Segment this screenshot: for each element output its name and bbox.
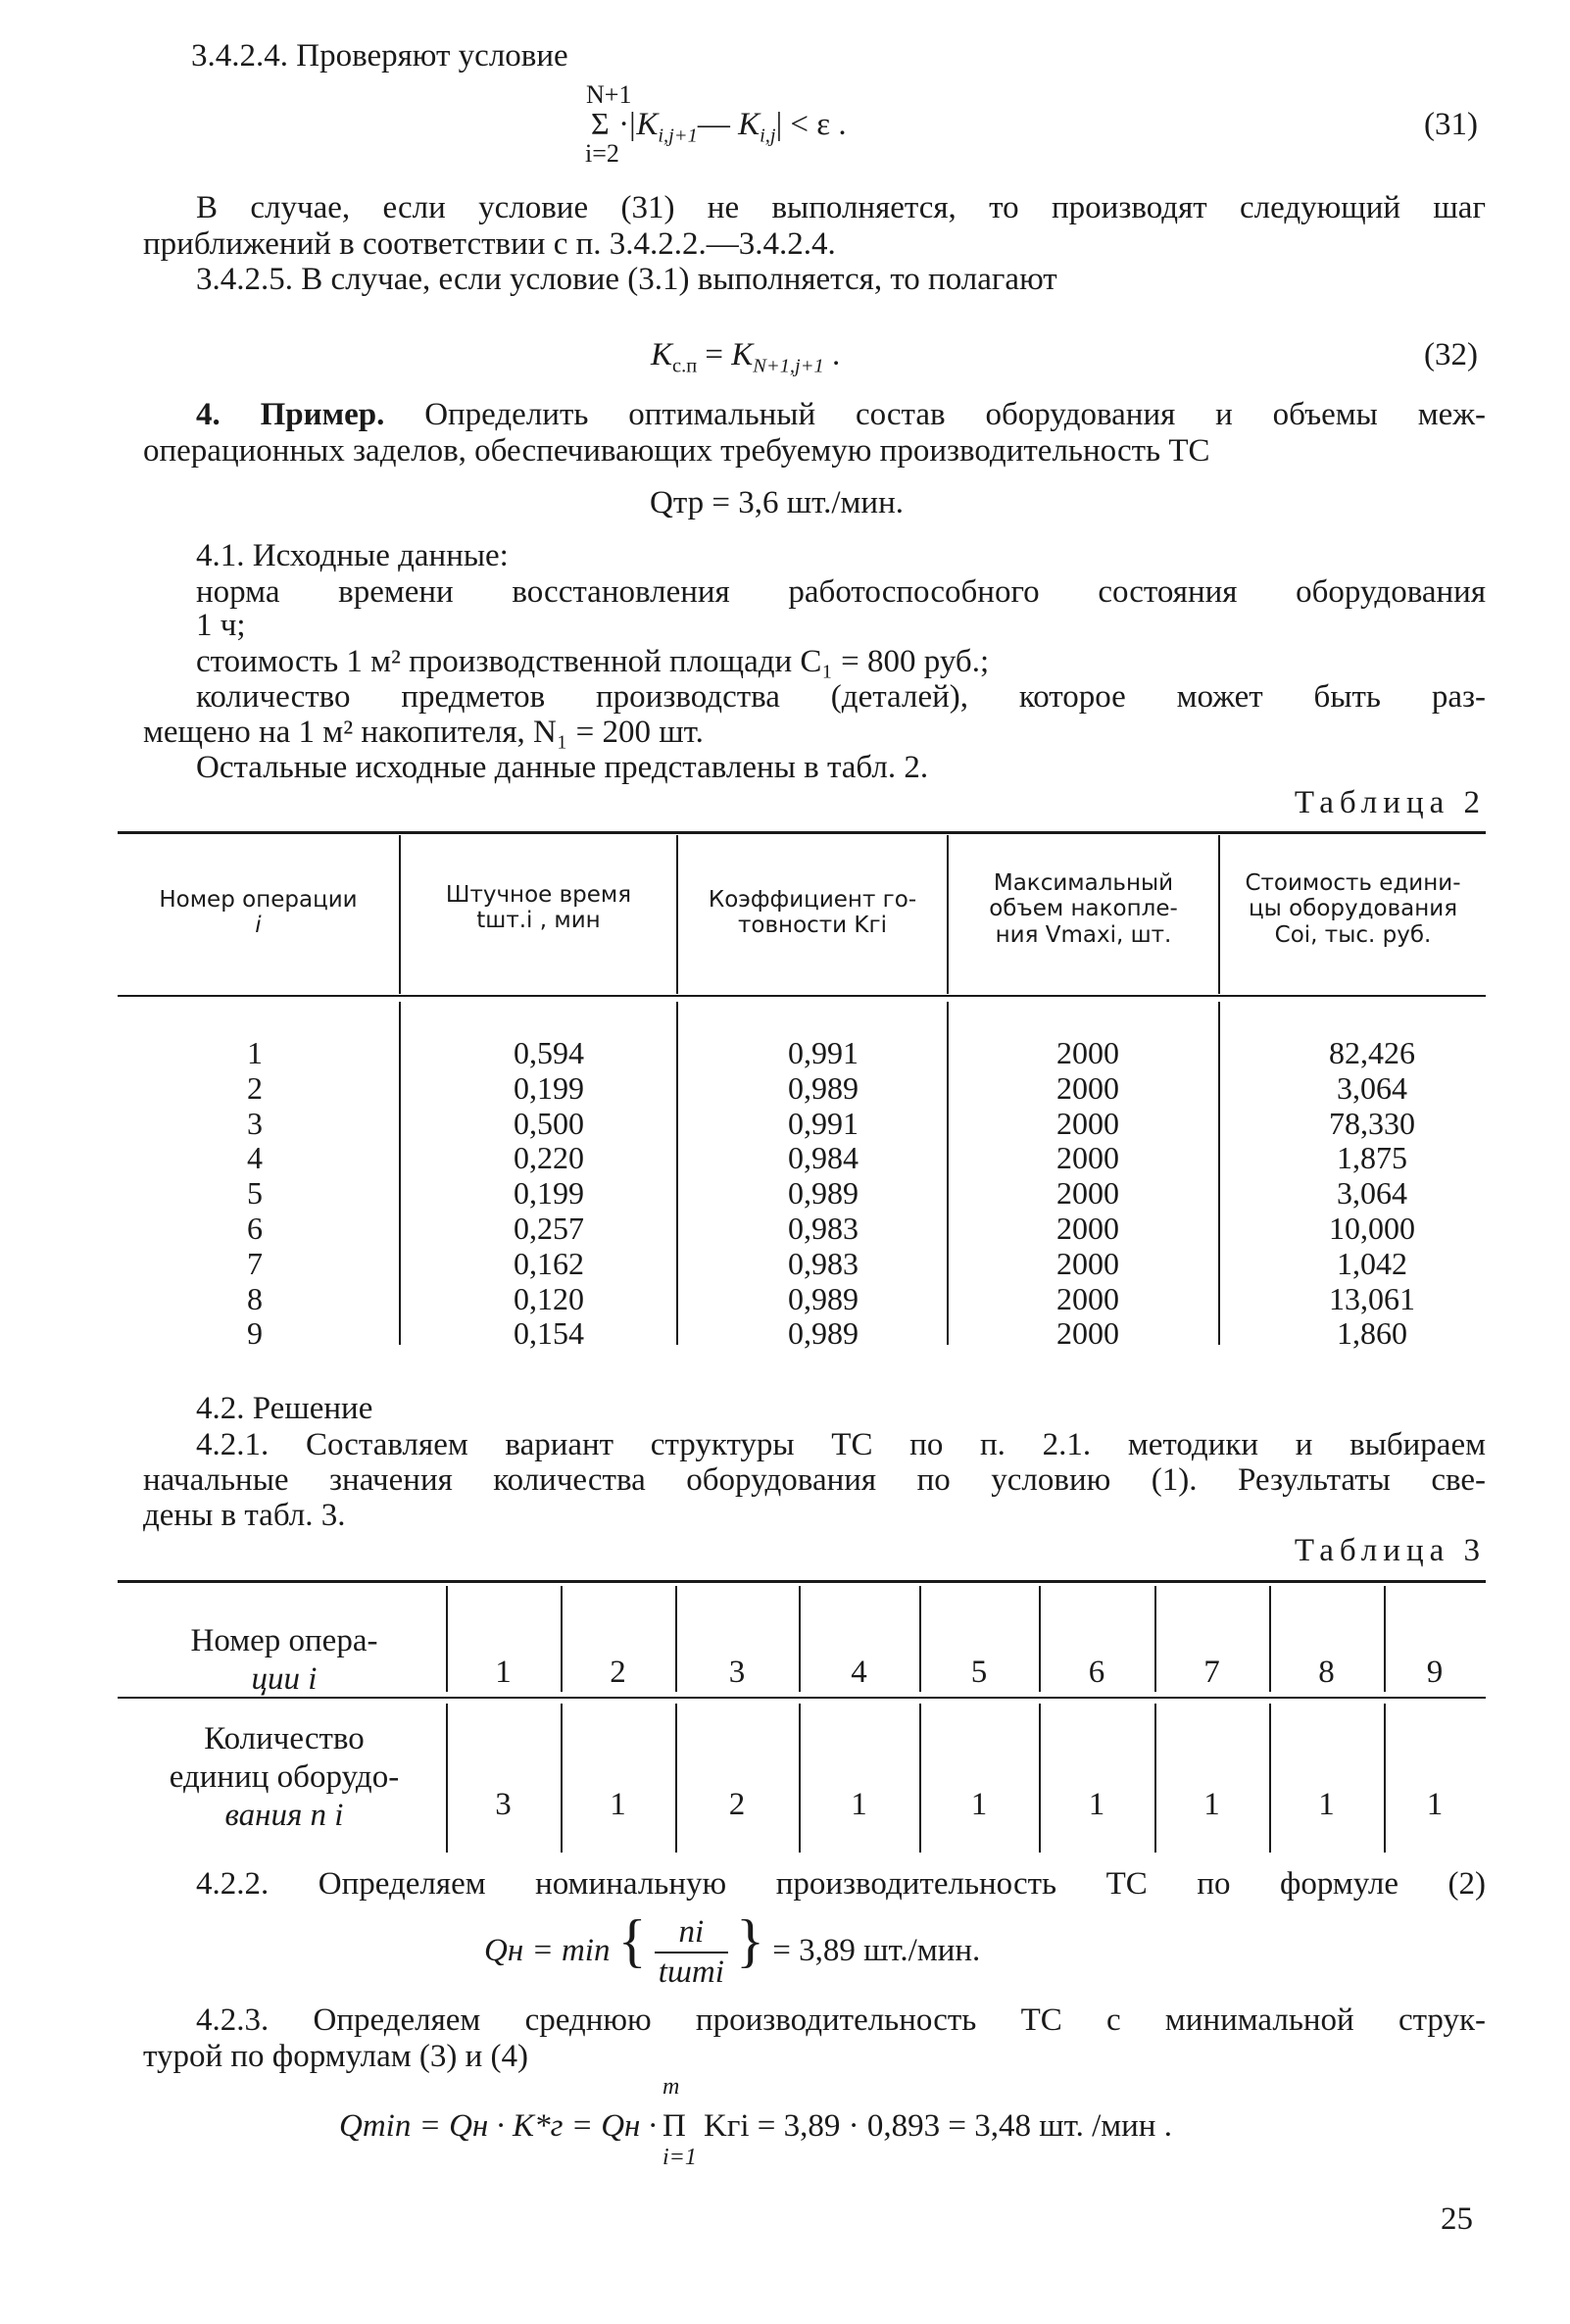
step-422-formula xyxy=(484,1908,981,1992)
formula-31-k1: ·|K xyxy=(619,107,659,142)
solution-p1-line2: начальные значения количества оборудования по условию (1). Результаты све- xyxy=(143,1462,1486,1498)
formula-31-body xyxy=(619,106,847,148)
brace-right: } xyxy=(736,1908,764,1973)
table3-row1-label-l2: ции i xyxy=(251,1660,318,1697)
table2-max-volume-7: 2000 xyxy=(1056,1245,1119,1281)
table2-col-max-volume xyxy=(1019,1036,1156,1352)
table2-header-max-volume-l1: Максимальный xyxy=(993,870,1174,896)
table2-vline-4b xyxy=(1218,1002,1220,1345)
table2-readiness-8: 0,989 xyxy=(788,1280,859,1316)
table2-unit-cost-6: 10,000 xyxy=(1329,1210,1415,1246)
table2-vline-1b xyxy=(399,1002,401,1345)
source-data-heading: 4.1. Исходные данные: xyxy=(196,538,509,573)
step-422-frac-den: tштi xyxy=(658,1954,724,1991)
page-number: 25 xyxy=(1441,2201,1473,2237)
table2-header-unit-cost-l2: цы оборудования xyxy=(1248,896,1458,922)
example-lead: 4. Пример. xyxy=(196,397,385,432)
table3-row2-label-l3: вания n i xyxy=(224,1797,344,1833)
table3-units-3: 2 xyxy=(728,1787,746,1822)
table2-max-volume-4: 2000 xyxy=(1056,1140,1119,1176)
table2-header-max-volume-l3: ния Vmaxi, шт. xyxy=(995,921,1172,948)
sum-lower-limit: i=2 xyxy=(585,139,619,168)
product-sign: П xyxy=(662,2108,686,2144)
source-data-line3: количество предметов производства (деталей), которое может быть раз- xyxy=(196,679,1486,715)
para-if-not-line1: В случае, если условие (31) не выполняется, то производят следующий шаг xyxy=(196,190,1486,225)
source-data-line2: стоимость 1 м² производственной площади C₁ = 800 руб.; xyxy=(196,644,990,679)
table2-vline-3b xyxy=(947,1002,949,1345)
step-3425-text: 3.4.2.5. В случае, если условие (3.1) выполняется, то полагают xyxy=(196,262,1057,297)
table3-units-1: 3 xyxy=(495,1787,512,1822)
table3-operation-2: 2 xyxy=(610,1655,626,1690)
table2-header-operation-l2: i xyxy=(255,913,262,939)
example-line2: операционных заделов, обеспечивающих требуемую производительность ТС xyxy=(143,433,1210,469)
sum-upper-limit: N+1 xyxy=(586,80,632,109)
table2-operation-2: 2 xyxy=(247,1069,263,1106)
table3-operation-1: 1 xyxy=(495,1655,512,1690)
formula-31-k2: K xyxy=(738,107,760,142)
formula-32 xyxy=(651,336,840,378)
product-lower: i=1 xyxy=(662,2145,697,2170)
table2-col-piece-time xyxy=(480,1036,617,1352)
step-422-formula-left: Qн = min xyxy=(484,1933,611,1968)
table3-operation-7: 7 xyxy=(1203,1655,1220,1690)
table2-max-volume-2: 2000 xyxy=(1056,1069,1119,1106)
table3-vline-bottom-5 xyxy=(919,1704,921,1853)
step-423-formula-right: Kгi = 3,89 · 0,893 = 3,48 шт. /мин . xyxy=(704,2108,1172,2144)
table2-readiness-9: 0,989 xyxy=(788,1315,859,1352)
table2-unit-cost-7: 1,042 xyxy=(1337,1245,1407,1281)
table2-unit-cost-5: 3,064 xyxy=(1337,1175,1407,1211)
table3-units-8: 1 xyxy=(1318,1787,1335,1822)
formula-31-minus: — xyxy=(697,107,730,142)
step-423-formula-left: Qmin = Qн · K*г = Qн · xyxy=(339,2108,657,2144)
table2-header-readiness xyxy=(678,887,947,939)
table2-col-unit-cost xyxy=(1294,1036,1450,1352)
table2-readiness-3: 0,991 xyxy=(788,1105,859,1141)
product-upper: m xyxy=(662,2074,680,2100)
table2-operation-9: 9 xyxy=(247,1315,263,1352)
table3-vline-bottom-3 xyxy=(675,1704,677,1853)
step-422-formula-right: = 3,89 шт./мин. xyxy=(772,1933,981,1968)
table2-operation-8: 8 xyxy=(247,1280,263,1316)
table2-header-max-volume-l2: объем накопле- xyxy=(989,896,1178,922)
example-line1-rest: Определить оптимальный состав оборудования и объемы меж- xyxy=(384,397,1487,432)
table2-max-volume-9: 2000 xyxy=(1056,1315,1119,1352)
table2-operation-3: 3 xyxy=(247,1105,263,1141)
step-423-line2: турой по формулам (3) и (4) xyxy=(143,2039,528,2074)
table2-unit-cost-8: 13,061 xyxy=(1329,1280,1415,1316)
source-data-line4: мещено на 1 м² накопителя, N₁ = 200 шт. xyxy=(143,715,704,750)
table3-operation-4: 4 xyxy=(851,1655,867,1690)
table3-units-7: 1 xyxy=(1203,1787,1220,1822)
formula-32-tail: . xyxy=(823,337,841,372)
formula-32-right: K xyxy=(731,337,754,372)
table2-header-piece-time-l1: Штучное время xyxy=(445,882,632,908)
table3-units-9: 1 xyxy=(1426,1787,1444,1822)
formula-32-number: (32) xyxy=(1424,337,1478,372)
table2-piece-time-9: 0,154 xyxy=(514,1315,584,1352)
table2-unit-cost-9: 1,860 xyxy=(1337,1315,1407,1352)
table2-header-readiness-l2: товности Kгi xyxy=(738,913,887,939)
table2-header-rule xyxy=(118,995,1486,997)
table3-vline-bottom-9 xyxy=(1384,1704,1386,1853)
brace-left: { xyxy=(617,1908,647,1973)
table2-operation-5: 5 xyxy=(247,1175,263,1211)
table3-units-5: 1 xyxy=(970,1787,988,1822)
table3-operation-9: 9 xyxy=(1426,1655,1444,1690)
table2-vline-2b xyxy=(676,1002,678,1345)
source-data-line5: Остальные исходные данные представлены в табл. 2. xyxy=(196,750,929,785)
table3-operation-3: 3 xyxy=(728,1655,746,1690)
formula-32-left: K xyxy=(651,337,673,372)
table3-caption: Таблица 3 xyxy=(1294,1533,1486,1568)
table3-vline-bottom-6 xyxy=(1039,1704,1041,1853)
step-422-frac-num: ni xyxy=(655,1913,728,1953)
table2-caption: Таблица 2 xyxy=(1294,785,1486,820)
table3-units-4: 1 xyxy=(851,1787,867,1822)
table3-row1-label xyxy=(137,1622,431,1699)
table2-readiness-7: 0,983 xyxy=(788,1245,859,1281)
table3-row2-label-l2: единиц оборудо- xyxy=(169,1758,400,1795)
table3-operation-5: 5 xyxy=(970,1655,988,1690)
table2-unit-cost-4: 1,875 xyxy=(1337,1140,1407,1176)
table3-top-rule xyxy=(118,1580,1486,1583)
solution-p1-line1: 4.2.1. Составляем вариант структуры ТС по п. 2.1. методики и выбираем xyxy=(196,1427,1486,1462)
table2-piece-time-1: 0,594 xyxy=(514,1035,584,1070)
source-data-line1b: 1 ч; xyxy=(196,608,246,643)
table2-max-volume-6: 2000 xyxy=(1056,1210,1119,1246)
solution-p1-line3: дены в табл. 3. xyxy=(143,1498,346,1533)
table2-readiness-2: 0,989 xyxy=(788,1069,859,1106)
table2-operation-7: 7 xyxy=(247,1245,263,1281)
table2-piece-time-4: 0,220 xyxy=(514,1140,584,1176)
formula-32-eq: = xyxy=(697,337,732,372)
table2-readiness-4: 0,984 xyxy=(788,1140,859,1176)
table2-max-volume-1: 2000 xyxy=(1056,1035,1119,1070)
step-422-text: 4.2.2. Определяем номинальную производительность ТС по формуле (2) xyxy=(196,1866,1486,1902)
table3-vline-bottom-7 xyxy=(1154,1704,1156,1853)
example-q-formula: Qтр = 3,6 шт./мин. xyxy=(650,485,904,520)
table2-header-unit-cost xyxy=(1220,870,1486,948)
table2-header-unit-cost-l1: Стоимость едини- xyxy=(1245,870,1461,896)
table2-unit-cost-3: 78,330 xyxy=(1329,1105,1415,1141)
table3-operation-6: 6 xyxy=(1088,1655,1105,1690)
table2-readiness-1: 0,991 xyxy=(788,1035,859,1070)
table2-piece-time-8: 0,120 xyxy=(514,1280,584,1316)
table3-units-2: 1 xyxy=(610,1787,626,1822)
table2-header-operation xyxy=(118,887,399,939)
table2-header-piece-time-l2: tшт.i , мин xyxy=(476,908,601,934)
table2-top-rule xyxy=(118,831,1486,834)
formula-32-left-sub: с.п xyxy=(672,355,698,377)
formula-31-sub2: i,j xyxy=(760,124,776,147)
table2-header-max-volume xyxy=(949,870,1218,948)
table2-max-volume-5: 2000 xyxy=(1056,1175,1119,1211)
table2-unit-cost-1: 82,426 xyxy=(1329,1035,1415,1070)
table2-header-piece-time xyxy=(401,882,676,934)
table2-operation-1: 1 xyxy=(247,1035,263,1070)
table3-row2-label xyxy=(137,1720,431,1835)
source-data-line1: норма времени восстановления работоспособного состояния оборудования xyxy=(196,574,1486,610)
formula-31-number: (31) xyxy=(1424,107,1478,142)
table3-vline-bottom-2 xyxy=(561,1704,563,1853)
table2-piece-time-7: 0,162 xyxy=(514,1245,584,1281)
table3-operation-8: 8 xyxy=(1318,1655,1335,1690)
para-if-not-line2: приближений в соответствии с п. 3.4.2.2.—3.4.2.4. xyxy=(143,226,836,262)
formula-32-right-sub: N+1,j+1 xyxy=(753,355,824,377)
table3-units-6: 1 xyxy=(1088,1787,1105,1822)
table2-header-operation-l1: Номер операции xyxy=(159,887,358,913)
table2-piece-time-3: 0,500 xyxy=(514,1105,584,1141)
table2-max-volume-3: 2000 xyxy=(1056,1105,1119,1141)
step-423-line1: 4.2.3. Определяем среднюю производительность ТС с минимальной струк- xyxy=(196,2003,1486,2038)
solution-heading: 4.2. Решение xyxy=(196,1391,373,1426)
table2-piece-time-6: 0,257 xyxy=(514,1210,584,1246)
table2-header-unit-cost-l3: Coi, тыс. руб. xyxy=(1274,921,1432,948)
table3-row1-label-l1: Номер опера- xyxy=(190,1623,378,1658)
table2-operation-4: 4 xyxy=(247,1140,263,1176)
formula-31-tail: | < ε . xyxy=(775,107,847,142)
sum-sign: Σ xyxy=(591,106,610,141)
table3-row2-label-l1: Количество xyxy=(204,1721,365,1756)
table2-piece-time-5: 0,199 xyxy=(514,1175,584,1211)
table2-max-volume-8: 2000 xyxy=(1056,1280,1119,1316)
table2-readiness-5: 0,989 xyxy=(788,1175,859,1211)
table3-vline-bottom-1 xyxy=(446,1704,448,1853)
table2-header-readiness-l1: Коэффициент го- xyxy=(708,887,917,913)
table2-unit-cost-2: 3,064 xyxy=(1337,1069,1407,1106)
example-line1 xyxy=(196,396,1486,434)
table3-vline-bottom-8 xyxy=(1269,1704,1271,1853)
table2-piece-time-2: 0,199 xyxy=(514,1069,584,1106)
step-3424-label: 3.4.2.4. Проверяют условие xyxy=(191,38,568,74)
table2-readiness-6: 0,983 xyxy=(788,1210,859,1246)
formula-31-sub1: i,j+1 xyxy=(658,124,698,147)
table2-col-operation xyxy=(225,1036,284,1352)
table2-col-readiness xyxy=(755,1036,892,1352)
table2-operation-6: 6 xyxy=(247,1210,263,1246)
table3-vline-bottom-4 xyxy=(799,1704,801,1853)
